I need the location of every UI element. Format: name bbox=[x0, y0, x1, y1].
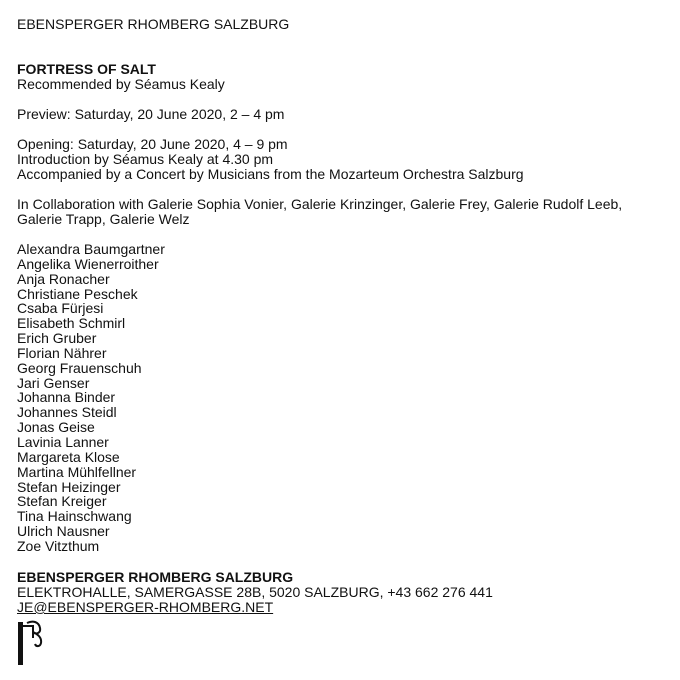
exhibition-title: FORTRESS OF SALT bbox=[17, 61, 156, 77]
preview-info: Preview: Saturday, 20 June 2020, 2 – 4 pm bbox=[17, 106, 285, 122]
artist-name: Zoe Vitzthum bbox=[17, 537, 100, 554]
artist-name: Jonas Geise bbox=[17, 419, 95, 436]
exhibition-curator: Recommended by Séamus Kealy bbox=[17, 76, 225, 92]
artist-name: Christiane Peschek bbox=[17, 285, 138, 302]
collaboration-text: In Collaboration with Galerie Sophia Vonier, Galerie Krinzinger, Galerie Frey, Galerie Rudolf Leeb, Galerie Trapp, Galerie Welz bbox=[17, 196, 623, 227]
artist-name: Tina Hainschwang bbox=[17, 508, 132, 525]
footer-address: ELEKTROHALLE, SAMERGASSE 28B, 5020 SALZBURG, +43 662 276 441 bbox=[17, 584, 493, 600]
artist-name: Martina Mühlfellner bbox=[17, 463, 137, 480]
artist-list bbox=[17, 242, 667, 554]
artist-name: Anja Ronacher bbox=[17, 270, 110, 287]
spacer bbox=[17, 92, 667, 107]
spacer bbox=[17, 32, 667, 47]
artist-name: Florian Nährer bbox=[17, 344, 107, 361]
footer-gallery-name: EBENSPERGER RHOMBERG SALZBURG bbox=[17, 569, 294, 585]
artist-name: Johannes Steidl bbox=[17, 404, 117, 421]
spacer bbox=[17, 47, 667, 62]
artist-name: Stefan Kreiger bbox=[17, 493, 107, 510]
artist-name: Johanna Binder bbox=[17, 389, 116, 406]
artist-name: Lavinia Lanner bbox=[17, 433, 109, 450]
gallery-name-header: EBENSPERGER RHOMBERG SALZBURG bbox=[17, 16, 290, 32]
artist-name: Jari Genser bbox=[17, 374, 90, 391]
artist-name: Georg Frauenschuh bbox=[17, 359, 142, 376]
footer-email-link[interactable]: JE@EBENSPERGER-RHOMBERG.NET bbox=[17, 599, 274, 615]
artist-name: Alexandra Baumgartner bbox=[17, 241, 165, 257]
artist-name: Elisabeth Schmirl bbox=[17, 315, 126, 332]
artist-name: Stefan Heizinger bbox=[17, 478, 121, 495]
footer bbox=[17, 570, 667, 615]
invitation-body bbox=[17, 17, 667, 554]
opening-concert: Accompanied by a Concert by Musicians from the Mozarteum Orchestra Salzburg bbox=[17, 166, 524, 182]
artist-name: Ulrich Nausner bbox=[17, 523, 110, 540]
spacer bbox=[17, 227, 667, 242]
artist-name: Csaba Fürjesi bbox=[17, 300, 104, 317]
spacer bbox=[17, 182, 667, 197]
gallery-logo-icon bbox=[17, 620, 47, 666]
artist-name: Erich Gruber bbox=[17, 330, 97, 347]
opening-introduction: Introduction by Séamus Kealy at 4.30 pm bbox=[17, 151, 274, 167]
opening-date: Opening: Saturday, 20 June 2020, 4 – 9 pm bbox=[17, 136, 288, 152]
artist-name: Angelika Wienerroither bbox=[17, 255, 159, 272]
spacer bbox=[17, 122, 667, 137]
artist-name: Margareta Klose bbox=[17, 448, 120, 465]
